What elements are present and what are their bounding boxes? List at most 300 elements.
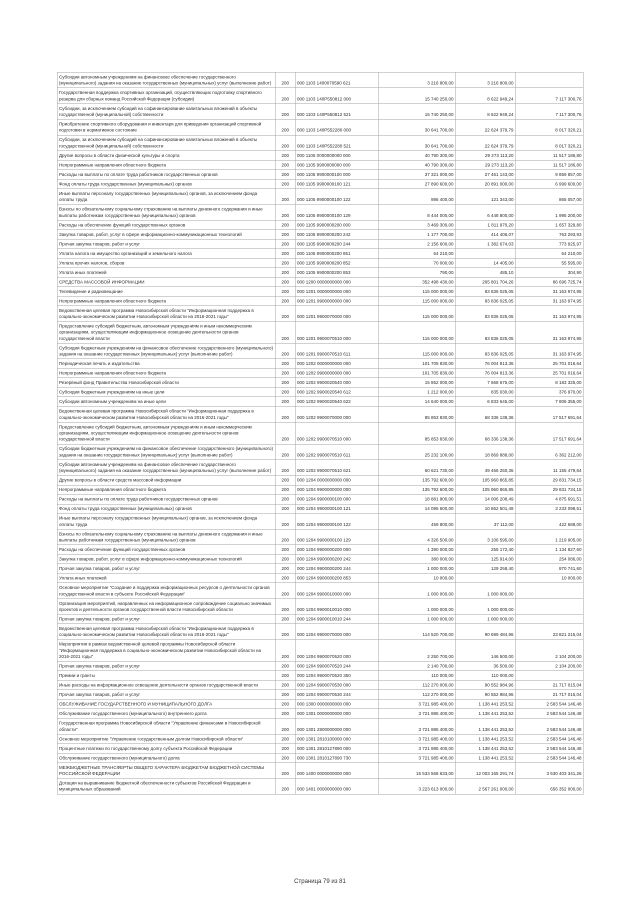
cell-line-code: 200	[275, 258, 295, 268]
cell-kbk: 000 1202 9900020540 622	[295, 397, 378, 407]
cell-approved: 2 250 700,00	[378, 640, 455, 662]
cell-approved: 1 000 000,00	[378, 564, 455, 574]
cell-unexecuted: 376 970,00	[515, 387, 583, 397]
cell-unexecuted: 773 925,97	[515, 239, 583, 249]
cell-approved: 115 000 000,00	[378, 321, 455, 343]
table-row	[57, 504, 583, 514]
cell-unexecuted: 2 104 200,00	[515, 640, 583, 662]
cell-unexecuted: 2 583 544 146,48	[515, 709, 583, 719]
table-row	[57, 296, 583, 306]
cell-unexecuted: 86 696 725,74	[515, 277, 583, 287]
table-row	[57, 204, 583, 220]
table-row	[57, 599, 583, 615]
cell-approved: 1 000 000,00	[378, 583, 455, 599]
table-row	[57, 514, 583, 530]
cell-executed: 105 960 865,85	[455, 476, 515, 486]
cell-approved: 790,00	[378, 268, 455, 278]
cell-unexecuted: 2 583 544 146,48	[515, 734, 583, 744]
table-row	[57, 573, 583, 583]
cell-unexecuted	[515, 671, 583, 681]
cell-unexecuted: 7 806 355,00	[515, 397, 583, 407]
cell-unexecuted: 25 701 016,64	[515, 368, 583, 378]
table-row	[57, 753, 583, 763]
cell-kbk: 000 1202 9900070510 000	[295, 422, 378, 444]
cell-line-code: 200	[275, 220, 295, 230]
cell-approved: 37 321 000,00	[378, 170, 455, 180]
cell-name: Взносы по обязательному социальному страхованию на выплаты денежного содержания и иные выплаты работникам государственных (муниципальных) органов	[57, 529, 275, 545]
cell-approved: 15 533 568 633,00	[378, 763, 455, 779]
cell-kbk: 000 1202 9900000000 000	[295, 368, 378, 378]
table-row	[57, 135, 583, 151]
cell-approved: 30 641 700,00	[378, 119, 455, 135]
cell-name: Иные расходы на информационное освещение деятельности органов государственной власти	[57, 680, 275, 690]
cell-unexecuted: 2 583 544 146,48	[515, 718, 583, 734]
cell-line-code: 200	[275, 287, 295, 297]
cell-approved: 15 852 000,00	[378, 378, 455, 388]
cell-unexecuted: 11 517 186,80	[515, 160, 583, 170]
cell-kbk: 000 1204 9900000100 000	[295, 495, 378, 505]
cell-unexecuted: 31 163 974,95	[515, 296, 583, 306]
cell-unexecuted: 422 688,00	[515, 514, 583, 530]
table-row	[57, 119, 583, 135]
cell-executed: 22 624 379,79	[455, 135, 515, 151]
cell-unexecuted: 2 104 200,00	[515, 661, 583, 671]
cell-approved: 15 740 250,00	[378, 104, 455, 120]
cell-kbk: 000 1103 140Р552280 521	[295, 135, 378, 151]
cell-approved: 3 721 985 400,00	[378, 753, 455, 763]
cell-line-code: 200	[275, 763, 295, 779]
cell-name: Ведомственная целевая программа Новосибирской области "Информационная поддержка в социально-экономическом развитии Новосибирской области на 2016-2021 годы"	[57, 624, 275, 640]
table-row	[57, 277, 583, 287]
cell-executed: 1 811 970,20	[455, 220, 515, 230]
cell-executed: 835 030,00	[455, 387, 515, 397]
cell-executed: 83 836 025,05	[455, 296, 515, 306]
cell-name: Непрограммные направления областного бюджета	[57, 368, 275, 378]
cell-kbk: 000 1201 9900070000 000	[295, 306, 378, 322]
cell-kbk: 000 1401 0000000000 000	[295, 778, 378, 794]
table-row	[57, 160, 583, 170]
cell-kbk: 000 1204 9900070520 350	[295, 671, 378, 681]
cell-line-code: 200	[275, 734, 295, 744]
page-number: Страница 79 из 81	[294, 879, 346, 885]
cell-name: Прочая закупка товаров, работ и услуг	[57, 661, 275, 671]
cell-approved: 40 790 300,00	[378, 151, 455, 161]
cell-unexecuted	[515, 72, 583, 88]
cell-line-code: 200	[275, 529, 295, 545]
cell-line-code: 200	[275, 624, 295, 640]
cell-kbk: 000 1202 9900020540 612	[295, 387, 378, 397]
cell-name: Непрограммные направления областного бюджета	[57, 485, 275, 495]
cell-unexecuted: 7 117 300,76	[515, 104, 583, 120]
cell-name: Другие вопросы в области физической культуры и спорта	[57, 151, 275, 161]
cell-approved: 3 721 985 400,00	[378, 744, 455, 754]
cell-kbk: 000 1204 9900000100 129	[295, 529, 378, 545]
cell-approved: 10 000,00	[378, 573, 455, 583]
cell-executed: 110 000,00	[455, 671, 515, 681]
cell-approved: 459 800,00	[378, 514, 455, 530]
cell-approved: 114 520 700,00	[378, 624, 455, 640]
cell-line-code: 200	[275, 296, 295, 306]
cell-approved: 352 498 430,00	[378, 277, 455, 287]
cell-name: Премии и гранты	[57, 671, 275, 681]
cell-approved: 112 270 000,00	[378, 680, 455, 690]
cell-name: Обслуживание государственного (муниципального) внутреннего долга	[57, 709, 275, 719]
cell-name: Расходы на выплаты по оплате труда работников государственных органов	[57, 170, 275, 180]
cell-executed: 37 112,00	[455, 514, 515, 530]
cell-line-code: 200	[275, 709, 295, 719]
cell-executed: 255 172,40	[455, 545, 515, 555]
cell-approved: 1 390 000,00	[378, 545, 455, 555]
cell-approved: 2 156 600,00	[378, 239, 455, 249]
cell-executed: 76 004 813,36	[455, 359, 515, 369]
cell-executed: 1 138 441 253,52	[455, 709, 515, 719]
table-row	[57, 485, 583, 495]
cell-executed: 90 552 984,96	[455, 680, 515, 690]
cell-approved: 135 792 600,00	[378, 485, 455, 495]
cell-approved: 14 095 600,00	[378, 504, 455, 514]
cell-unexecuted: 254 086,00	[515, 554, 583, 564]
cell-approved: 1 177 700,00	[378, 230, 455, 240]
table-row	[57, 397, 583, 407]
cell-kbk: 000 1400 0000000000 000	[295, 763, 378, 779]
cell-kbk: 000 1105 9900000200 851	[295, 249, 378, 259]
cell-name: Основное мероприятие "Управление государственным долгом Новосибирской области"	[57, 734, 275, 744]
cell-unexecuted: 304,90	[515, 268, 583, 278]
cell-name: Мероприятия в рамках ведомственной целевой программы Новосибирской области "Информационная поддержка в социально-экономическом развитии Новосибирской области на 2016-2021 годы"	[57, 640, 275, 662]
cell-executed: 10 862 501,49	[455, 504, 515, 514]
cell-unexecuted: 11 517 186,80	[515, 151, 583, 161]
table-body	[57, 72, 583, 794]
table-row	[57, 690, 583, 700]
cell-approved: 101 705 830,00	[378, 368, 455, 378]
cell-kbk: 000 1105 9900000200 244	[295, 239, 378, 249]
cell-kbk: 000 1105 9900000100 129	[295, 204, 378, 220]
cell-name: Субсидии, за исключением субсидий на софинансирование капитальных вложений в объекты государственной (муниципальной) собственности	[57, 135, 275, 151]
cell-kbk: 000 1200 0000000000 000	[295, 277, 378, 287]
cell-executed: 8 622 949,24	[455, 88, 515, 104]
cell-kbk: 000 1204 9900000100 121	[295, 504, 378, 514]
cell-executed: 3 216 800,00	[455, 72, 515, 88]
cell-unexecuted: 3 530 403 341,26	[515, 763, 583, 779]
table-row	[57, 72, 583, 88]
cell-line-code: 200	[275, 170, 295, 180]
cell-approved: 25 232 100,00	[378, 444, 455, 460]
cell-name: Телевидение и радиовещание	[57, 287, 275, 297]
cell-executed: 36 500,00	[455, 661, 515, 671]
cell-executed: 1 000 000,00	[455, 599, 515, 615]
cell-kbk: 000 1204 9900070530 000	[295, 680, 378, 690]
cell-line-code: 200	[275, 151, 295, 161]
cell-line-code: 200	[275, 778, 295, 794]
cell-name: Прочая закупка товаров, работ и услуг	[57, 690, 275, 700]
cell-executed: 3 106 595,00	[455, 529, 515, 545]
cell-name: Организация мероприятий, направленных на информационное сопровождение социально значимых проектов и деятельности органов государственной власти Новосибирской области	[57, 599, 275, 615]
cell-kbk: 000 1204 9900070000 000	[295, 624, 378, 640]
cell-kbk: 000 1301 0000000000 000	[295, 709, 378, 719]
cell-executed: 125 914,00	[455, 554, 515, 564]
cell-approved: 115 000 000,00	[378, 296, 455, 306]
cell-executed: 1 138 441 253,52	[455, 744, 515, 754]
cell-kbk: 000 1201 9900070510 000	[295, 321, 378, 343]
cell-name: Уплата налога на имущество организаций и земельного налога	[57, 249, 275, 259]
cell-executed: 76 004 813,36	[455, 368, 515, 378]
cell-line-code: 200	[275, 718, 295, 734]
cell-kbk: 000 1201 9900070510 611	[295, 343, 378, 359]
cell-line-code: 200	[275, 104, 295, 120]
cell-unexecuted: 1 995 200,00	[515, 204, 583, 220]
cell-unexecuted: 23 821 215,04	[515, 624, 583, 640]
cell-approved: 101 705 830,00	[378, 359, 455, 369]
cell-line-code: 200	[275, 671, 295, 681]
cell-approved: 1 000 000,00	[378, 599, 455, 615]
cell-name: Фонд оплаты труда государственных (муниципальных) органов	[57, 504, 275, 514]
cell-executed: 68 336 138,36	[455, 422, 515, 444]
cell-name: МЕЖБЮДЖЕТНЫЕ ТРАНСФЕРТЫ ОБЩЕГО ХАРАКТЕРА БЮДЖЕТАМ БЮДЖЕТНОЙ СИСТЕМЫ РОССИЙСКОЙ ФЕДЕРАЦИИ	[57, 763, 275, 779]
cell-approved: 3 721 985 400,00	[378, 718, 455, 734]
cell-executed: 8 622 949,24	[455, 104, 515, 120]
table-row	[57, 699, 583, 709]
cell-approved: 14 640 000,00	[378, 397, 455, 407]
cell-kbk: 000 1105 9900000200 853	[295, 268, 378, 278]
cell-name: Другие вопросы в области средств массовой информации	[57, 476, 275, 486]
table-row	[57, 476, 583, 486]
cell-name: Непрограммные направления областного бюджета	[57, 160, 275, 170]
cell-kbk: 000 1105 9900000100 121	[295, 179, 378, 189]
cell-executed: 12 003 165 291,74	[455, 763, 515, 779]
cell-line-code: 200	[275, 406, 295, 422]
table-row	[57, 151, 583, 161]
cell-approved: 8 444 000,00	[378, 204, 455, 220]
table-row	[57, 230, 583, 240]
cell-unexecuted	[515, 614, 583, 624]
table-row	[57, 249, 583, 259]
cell-name: Государственная поддержка спортивных организаций, осуществляющих подготовку спортивного резерва для сборных команд Российской Федерации (субсидии)	[57, 88, 275, 104]
cell-line-code: 200	[275, 564, 295, 574]
cell-kbk: 000 1204 9900070530 244	[295, 690, 378, 700]
cell-line-code: 200	[275, 268, 295, 278]
cell-kbk: 000 1301 2800000000 000	[295, 718, 378, 734]
cell-kbk: 000 1300 0000000000 000	[295, 699, 378, 709]
cell-approved: 3 469 300,00	[378, 220, 455, 230]
cell-kbk: 000 1204 9900070520 000	[295, 640, 378, 662]
cell-line-code: 200	[275, 277, 295, 287]
table-row	[57, 220, 583, 230]
cell-unexecuted: 25 701 016,64	[515, 359, 583, 369]
cell-line-code: 200	[275, 343, 295, 359]
cell-executed: 83 836 025,05	[455, 287, 515, 297]
table-row	[57, 179, 583, 189]
cell-executed: 105 960 865,85	[455, 485, 515, 495]
cell-line-code: 200	[275, 661, 295, 671]
cell-executed: 414 406,07	[455, 230, 515, 240]
cell-unexecuted: 29 831 734,15	[515, 476, 583, 486]
cell-unexecuted: 29 831 734,15	[515, 485, 583, 495]
table-row	[57, 422, 583, 444]
cell-unexecuted: 9 859 857,00	[515, 170, 583, 180]
cell-unexecuted: 21 717 015,04	[515, 680, 583, 690]
cell-line-code: 200	[275, 640, 295, 662]
table-row	[57, 444, 583, 460]
cell-line-code: 200	[275, 306, 295, 322]
cell-executed: 1 138 441 253,52	[455, 718, 515, 734]
cell-name: Взносы по обязательному социальному страхованию на выплаты денежного содержания и иные выплаты работникам государственных (муниципальных) органов	[57, 204, 275, 220]
cell-approved: 40 790 300,00	[378, 160, 455, 170]
table-row	[57, 88, 583, 104]
cell-kbk: 000 1103 140Р550812 000	[295, 88, 378, 104]
cell-unexecuted: 4 875 691,51	[515, 495, 583, 505]
cell-line-code: 200	[275, 476, 295, 486]
cell-unexecuted: 8 017 320,21	[515, 119, 583, 135]
cell-kbk: 000 1201 0000000000 000	[295, 287, 378, 297]
table-row	[57, 287, 583, 297]
cell-name: Прочая закупка товаров, работ и услуг	[57, 239, 275, 249]
cell-executed: 265 801 704,26	[455, 277, 515, 287]
cell-name: Ведомственная целевая программа Новосибирской области "Информационная поддержка в социально-экономическом развитии Новосибирской области на 2016-2021 годы"	[57, 306, 275, 322]
cell-executed: 1 000 000,00	[455, 614, 515, 624]
cell-approved: 3 721 985 400,00	[378, 709, 455, 719]
cell-unexecuted	[515, 583, 583, 599]
cell-line-code: 200	[275, 422, 295, 444]
cell-executed: 2 567 261 000,00	[455, 778, 515, 794]
cell-name: Уплата иных платежей	[57, 573, 275, 583]
table-row	[57, 680, 583, 690]
cell-name: Закупка товаров, работ, услуг в сфере информационно-коммуникационных технологий	[57, 230, 275, 240]
cell-unexecuted: 2 583 544 146,48	[515, 744, 583, 754]
cell-name: Субсидии автономным учреждениям на финансовое обеспечение государственного (муниципального) задания на оказание государственных (муниципальных) услуг (выполнение работ)	[57, 72, 275, 88]
cell-executed: 68 336 138,36	[455, 406, 515, 422]
table-row	[57, 321, 583, 343]
cell-unexecuted: 6 362 212,00	[515, 444, 583, 460]
table-row	[57, 239, 583, 249]
cell-executed: 121 343,00	[455, 189, 515, 205]
cell-executed: 6 448 800,00	[455, 204, 515, 220]
cell-line-code: 200	[275, 397, 295, 407]
cell-kbk: 000 1204 9900000200 244	[295, 564, 378, 574]
cell-line-code: 200	[275, 119, 295, 135]
cell-approved: 3 721 985 400,00	[378, 699, 455, 709]
table-row	[57, 624, 583, 640]
table-row	[57, 564, 583, 574]
cell-kbk: 000 1301 2810100000 000	[295, 734, 378, 744]
cell-unexecuted: 865 057,00	[515, 189, 583, 205]
cell-name: Субсидии бюджетным учреждениям на финансовое обеспечение государственного (муниципального) задания на оказание государственных (муниципальных) услуг (выполнение работ)	[57, 343, 275, 359]
cell-kbk: 000 1204 9900000100 122	[295, 514, 378, 530]
table-row	[57, 661, 583, 671]
cell-approved: 27 890 600,00	[378, 179, 455, 189]
cell-approved: 70 000,00	[378, 258, 455, 268]
cell-unexecuted: 763 293,93	[515, 230, 583, 240]
cell-name: Предоставление субсидий бюджетным, автономным учреждениям и иным некоммерческим организациям, осуществляющим информационное освещение деятельности органов государственной власти	[57, 422, 275, 444]
table-row	[57, 387, 583, 397]
cell-line-code: 200	[275, 387, 295, 397]
cell-unexecuted: 656 352 000,00	[515, 778, 583, 794]
cell-kbk: 000 1105 9900000200 000	[295, 220, 378, 230]
cell-unexecuted: 2 583 544 146,48	[515, 753, 583, 763]
cell-executed: 18 869 888,00	[455, 444, 515, 460]
cell-line-code: 200	[275, 514, 295, 530]
table-row	[57, 258, 583, 268]
cell-executed: 29 273 113,20	[455, 151, 515, 161]
table-row	[57, 268, 583, 278]
cell-executed: 83 836 025,05	[455, 321, 515, 343]
cell-kbk: 000 1204 9900000200 853	[295, 573, 378, 583]
cell-name: Уплата прочих налогов, сборов	[57, 258, 275, 268]
cell-kbk: 000 1204 9900000200 242	[295, 554, 378, 564]
cell-approved: 15 740 250,00	[378, 88, 455, 104]
cell-kbk: 000 1202 9900070000 000	[295, 406, 378, 422]
cell-kbk: 000 1204 9900000200 000	[295, 545, 378, 555]
cell-name: Иные выплаты персоналу государственных (муниципальных) органов, за исключением фонда оплаты труда	[57, 514, 275, 530]
cell-approved: 60 621 730,00	[378, 460, 455, 476]
table-row	[57, 529, 583, 545]
table-row	[57, 460, 583, 476]
table-row	[57, 744, 583, 754]
cell-unexecuted: 7 117 300,76	[515, 88, 583, 104]
cell-executed: 83 836 025,05	[455, 306, 515, 322]
cell-unexecuted: 1 134 827,60	[515, 545, 583, 555]
cell-unexecuted: 17 517 691,64	[515, 406, 583, 422]
cell-approved: 110 000,00	[378, 671, 455, 681]
cell-executed: 14 405,00	[455, 258, 515, 268]
table-row	[57, 170, 583, 180]
cell-line-code: 200	[275, 204, 295, 220]
cell-executed: 29 273 113,20	[455, 160, 515, 170]
cell-unexecuted: 6 999 600,00	[515, 179, 583, 189]
cell-executed: 22 624 379,79	[455, 119, 515, 135]
table-row	[57, 189, 583, 205]
cell-name: Уплата иных платежей	[57, 268, 275, 278]
cell-executed: 1 382 674,03	[455, 239, 515, 249]
cell-line-code: 200	[275, 239, 295, 249]
cell-kbk: 000 1105 9900000100 122	[295, 189, 378, 205]
table-row	[57, 778, 583, 794]
cell-approved: 3 223 613 000,00	[378, 778, 455, 794]
cell-executed: 1 000 000,00	[455, 583, 515, 599]
cell-name: Иные выплаты персоналу государственных (муниципальных) органов, за исключением фонда оплаты труда	[57, 189, 275, 205]
cell-line-code: 200	[275, 583, 295, 599]
cell-name: Резервный фонд Правительства Новосибирской области	[57, 378, 275, 388]
cell-name: Субсидии автономным учреждениям на финансовое обеспечение государственного (муниципального) задания на оказание государственных (муниципальных) услуг (выполнение работ)	[57, 460, 275, 476]
cell-line-code: 200	[275, 599, 295, 615]
cell-kbk: 000 1103 140Р550812 521	[295, 104, 378, 120]
cell-line-code: 200	[275, 753, 295, 763]
cell-approved: 4 326 500,00	[378, 529, 455, 545]
cell-kbk: 000 1204 9900010010 000	[295, 599, 378, 615]
cell-approved: 3 721 985 400,00	[378, 734, 455, 744]
cell-line-code: 200	[275, 614, 295, 624]
cell-executed: 90 552 984,96	[455, 690, 515, 700]
cell-executed: 90 699 484,96	[455, 624, 515, 640]
cell-line-code: 200	[275, 72, 295, 88]
cell-unexecuted: 31 163 974,95	[515, 306, 583, 322]
cell-name: Расходы на обеспечение функций государственных органов	[57, 545, 275, 555]
cell-kbk: 000 1204 9900010000 000	[295, 583, 378, 599]
cell-executed: 49 466 250,36	[455, 460, 515, 476]
cell-name: Расходы на обеспечение функций государственных органов	[57, 220, 275, 230]
cell-kbk: 000 1204 9900000000 000	[295, 485, 378, 495]
cell-line-code: 200	[275, 573, 295, 583]
cell-name: Приобретение спортивного оборудования и инвентаря для приведения организаций спортивной подготовки в нормативное состояние	[57, 119, 275, 135]
table-row	[57, 406, 583, 422]
table-row	[57, 671, 583, 681]
cell-kbk: 000 1105 9900000200 242	[295, 230, 378, 240]
cell-line-code: 200	[275, 160, 295, 170]
table-row	[57, 104, 583, 120]
cell-executed	[455, 249, 515, 259]
cell-line-code: 200	[275, 485, 295, 495]
cell-executed	[455, 573, 515, 583]
cell-approved: 115 000 000,00	[378, 287, 455, 297]
